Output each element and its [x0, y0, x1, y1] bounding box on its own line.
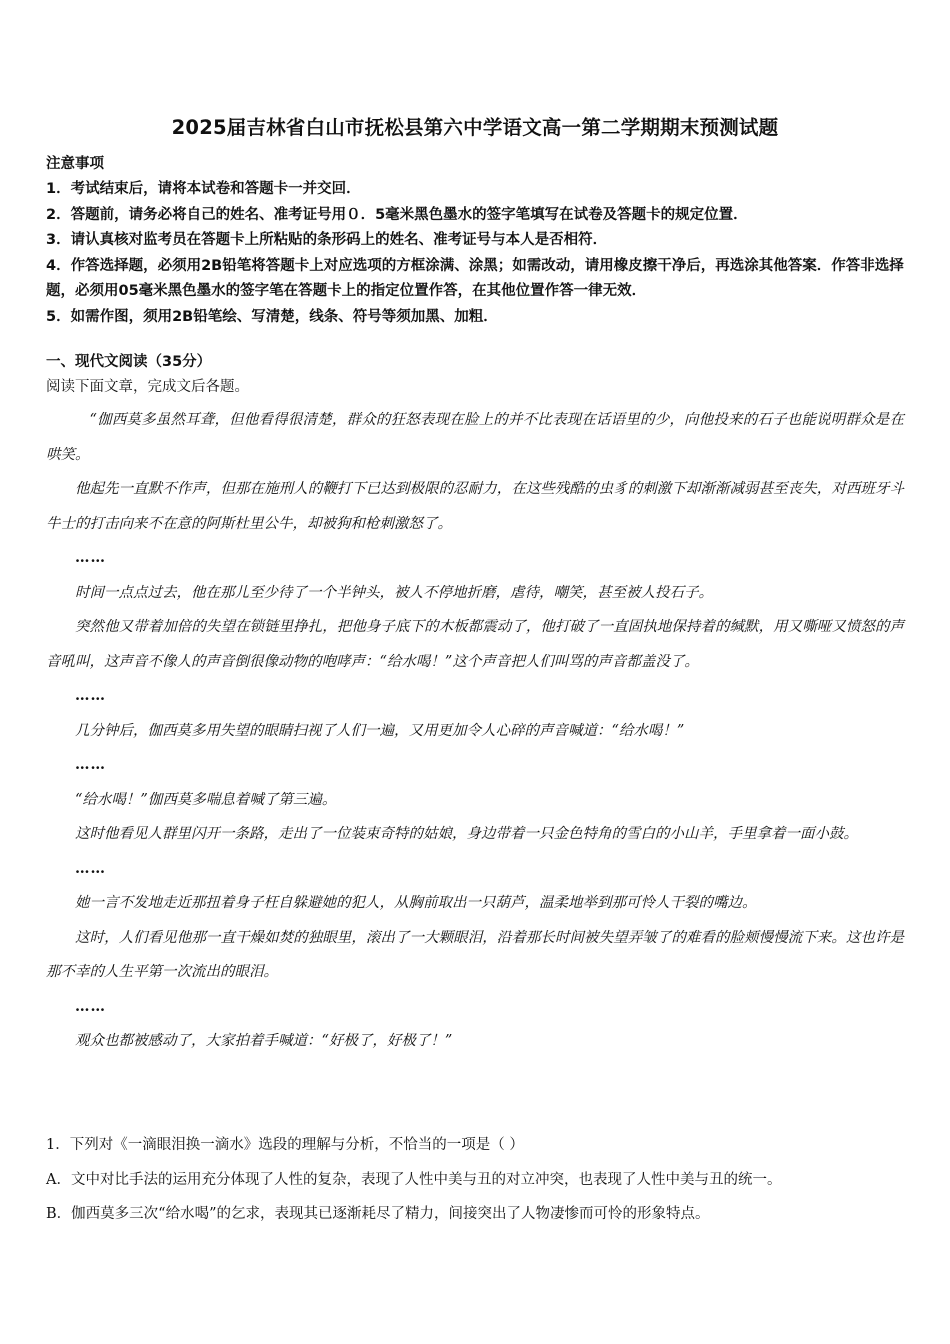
- section-instruction: 阅读下面文章，完成文后各题。: [46, 379, 249, 395]
- notice-item: 1．考试结束后，请将本试卷和答题卡一并交回．: [46, 181, 361, 197]
- passage-ellipsis: ……: [75, 687, 106, 704]
- answer-option-a: A．文中对比手法的运用充分体现了人性的复杂，表现了人性中美与丑的对立冲突，也表现了人性中美与丑的统一。: [46, 1171, 782, 1188]
- passage-ellipsis: ……: [75, 859, 106, 877]
- passage-paragraph: 她一言不发地走近那扭着身子枉自躲避她的犯人，从胸前取出一只葫芦，温柔地举到那可怜人干裂的嘴边。: [75, 895, 757, 911]
- question-stem: 1．下列对《一滴眼泪换一滴水》选段的理解与分析，不恰当的一项是（ ）: [46, 1137, 524, 1153]
- passage-paragraph: 这时，人们看见他那一直干燥如焚的独眼里，滚出了一大颗眼泪，沿着那长时间被失望弄皱了的难看的脸颊慢慢流下来。这也许是那不幸的人生平第一次流出的眼泪。: [46, 929, 904, 980]
- notice-item: 2．答题前，请务必将自己的姓名、准考证号用０．5毫米黑色墨水的签字笔填写在试卷及答题卡的规定位置．: [46, 206, 748, 223]
- passage-paragraph: 他起先一直默不作声，但那在施刑人的鞭打下已达到极限的忍耐力，在这些残酷的虫豸的刺激下却渐渐减弱甚至丧失，对西班牙斗牛士的打击向来不在意的阿斯杜里公牛，却被狗和枪刺激怒了。: [46, 481, 904, 532]
- question-block: [46, 1128, 904, 1232]
- reading-passage: [46, 403, 904, 1059]
- passage-paragraph: 几分钟后，伽西莫多用失望的眼睛扫视了人们一遍，又用更加令人心碎的声音喊道：“给水喝！”: [75, 722, 685, 739]
- passage-paragraph: 时间一点点过去，他在那儿至少待了一个半钟头，被人不停地折磨，虐待，嘲笑，甚至被人投石子。: [75, 584, 713, 601]
- notice-item: 4．作答选择题，必须用2B铅笔将答题卡上对应选项的方框涂满、涂黑；如需改动，请用橡皮擦干净后，再选涂其他答案．作答非选择题，必须用05毫米黑色墨水的签字笔在答题卡上的指定位置作答，在其他位置作答一律无效．: [46, 257, 904, 299]
- notice-item: 5．如需作图，须用2B铅笔绘、写清楚，线条、符号等须加黑、加粗．: [46, 308, 498, 325]
- passage-paragraph: “给水喝！”伽西莫多喘息着喊了第三遍。: [75, 791, 337, 808]
- exam-title: 2025届吉林省白山市抚松县第六中学语文高一第二学期期末预测试题: [171, 116, 779, 139]
- notice-list: [46, 177, 904, 330]
- notice-item: 3．请认真核对监考员在答题卡上所粘贴的条形码上的姓名、准考证号与本人是否相符．: [46, 232, 608, 248]
- passage-ellipsis: ……: [75, 997, 106, 1015]
- passage-paragraph: 这时他看见人群里闪开一条路，走出了一位装束奇特的姑娘，身边带着一只金色特角的雪白的小山羊，手里拿着一面小鼓。: [75, 826, 858, 842]
- passage-paragraph: 观众也都被感动了，大家拍着手喊道：“好极了，好极了！”: [75, 1033, 453, 1049]
- section-heading: 一、现代文阅读（35分）: [46, 354, 212, 370]
- answer-option-b: B．伽西莫多三次“给水喝”的乞求，表现其已逐渐耗尽了精力，间接突出了人物凄惨而可怜的形象特点。: [46, 1206, 710, 1222]
- passage-paragraph: 突然他又带着加倍的失望在锁链里挣扎，把他身子底下的木板都震动了，他打破了一直固执地保持着的缄默，用又嘶哑又愤怒的声音吼叫，这声音不像人的声音倒很像动物的咆哮声：“给水喝！”这个声音把人们叫骂的声音都盖没了。: [46, 619, 904, 670]
- passage-ellipsis: ……: [75, 549, 106, 566]
- notice-heading: 注意事项: [46, 156, 104, 172]
- passage-paragraph: “伽西莫多虽然耳聋，但他看得很清楚，群众的狂怒表现在脸上的并不比表现在话语里的少，向他投来的石子也能说明群众是在哄笑。: [46, 412, 904, 463]
- passage-ellipsis: ……: [75, 756, 106, 773]
